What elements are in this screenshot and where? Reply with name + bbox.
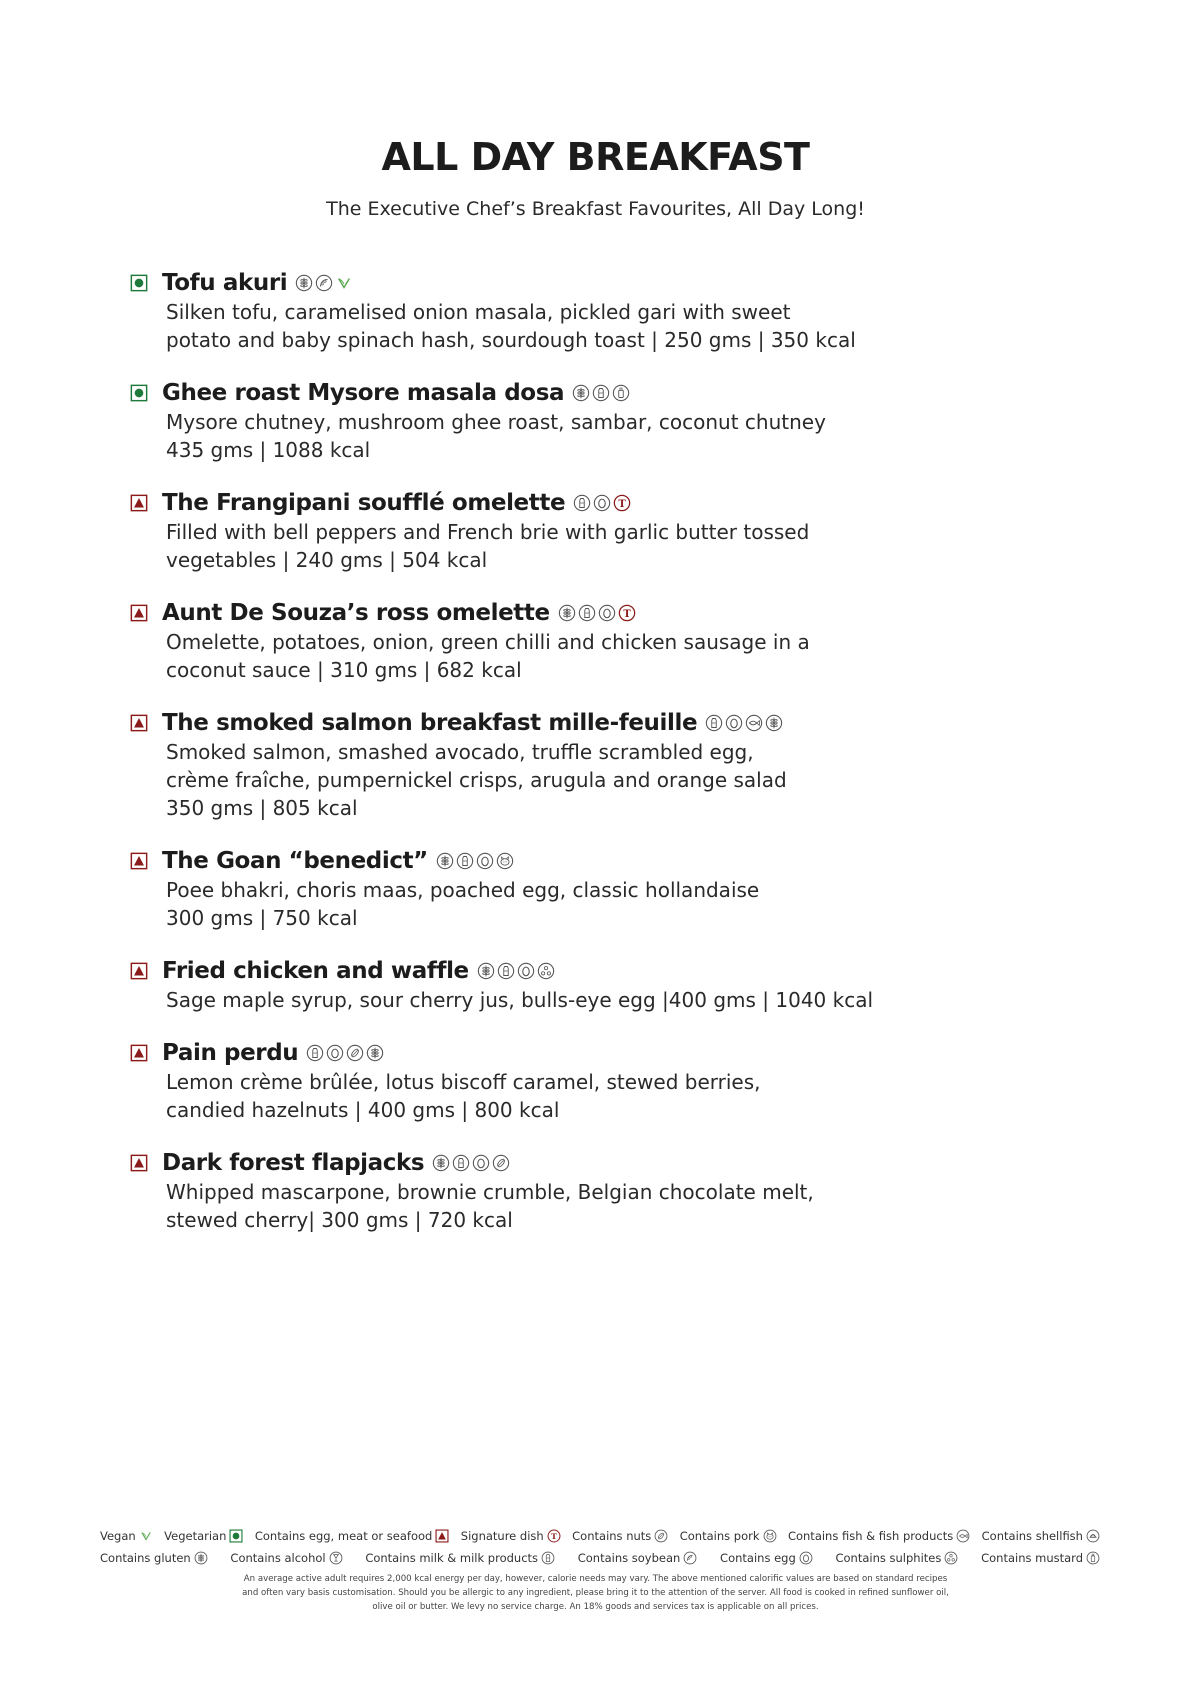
legend-label: Contains nuts <box>572 1529 652 1543</box>
alcohol-icon <box>329 1551 343 1565</box>
gluten-icon <box>558 604 576 622</box>
menu-item-description <box>166 518 1030 574</box>
nonveg-marker-icon <box>130 1044 148 1062</box>
menu-item <box>130 268 1030 354</box>
legend-label: Vegan <box>100 1529 136 1543</box>
description-line: potato and baby spinach hash, sourdough toast | 250 gms | 350 kcal <box>166 328 856 352</box>
allergen-icons <box>573 494 631 512</box>
menu-item-description <box>166 628 1030 684</box>
menu-item-name: Pain perdu <box>162 1040 299 1066</box>
legend-item <box>164 1529 243 1543</box>
fish-icon <box>745 714 763 732</box>
legend-item <box>230 1551 342 1565</box>
menu-item <box>130 846 1030 932</box>
egg-icon <box>472 1154 490 1172</box>
gluten-icon <box>295 274 313 292</box>
legend-item <box>680 1529 777 1543</box>
allergen-icons <box>432 1154 510 1172</box>
legend-label: Contains fish & fish products <box>787 1529 954 1543</box>
shellfish-icon <box>1086 1529 1100 1543</box>
fish-icon <box>956 1529 970 1543</box>
nonveg-marker-icon <box>130 1154 148 1172</box>
vegan-icon <box>335 274 353 292</box>
mustard-icon <box>1086 1551 1100 1565</box>
legend-label: Contains pork <box>679 1529 760 1543</box>
gluten-icon <box>572 384 590 402</box>
description-line: stewed cherry| 300 gms | 720 kcal <box>166 1208 513 1232</box>
signature-icon <box>613 494 631 512</box>
legend-item <box>255 1529 449 1543</box>
allergen-icons <box>705 714 783 732</box>
description-line: Filled with bell peppers and French brie with garlic butter tossed <box>166 520 810 544</box>
menu-item <box>130 956 1030 1014</box>
allergen-icons <box>436 852 514 870</box>
legend-item <box>100 1551 208 1565</box>
nonveg-marker-icon <box>130 494 148 512</box>
legend-label: Contains soybean <box>577 1551 681 1565</box>
signature-icon <box>547 1529 561 1543</box>
nonveg-marker-icon <box>130 714 148 732</box>
legend-label: Contains shellfish <box>981 1529 1083 1543</box>
egg-icon <box>326 1044 344 1062</box>
menu-item-description <box>166 298 1030 354</box>
nonveg-marker-icon <box>130 604 148 622</box>
menu-item-header <box>130 1148 1030 1178</box>
legend-label: Vegetarian <box>164 1529 227 1543</box>
milk-icon <box>541 1551 555 1565</box>
menu-item-header <box>130 488 1030 518</box>
allergen-icons <box>295 274 353 292</box>
menu-item <box>130 708 1030 822</box>
menu-item-name: Fried chicken and waffle <box>162 958 469 984</box>
legend-item <box>982 1529 1100 1543</box>
description-line: Smoked salmon, smashed avocado, truffle scrambled egg, <box>166 740 754 764</box>
legend-label: Contains mustard <box>981 1551 1083 1565</box>
disclaimer-text: An average active adult requires 2,000 kcal energy per day, however, calorie needs may vary. The above mentioned calorific values are based on standard recipes and often vary basis customisation. Should you be allergic to any ingredient, please bring it to the attention of the server. All food is cooked in refined sunflower oil, olive oil or butter. We levy no service charge. An 18% goods and services tax is applicable on all prices. <box>242 1574 949 1612</box>
legend-label: Signature dish <box>460 1529 544 1543</box>
sulphites-icon <box>944 1551 958 1565</box>
menu-item-description <box>166 986 1030 1014</box>
description-line: Lemon crème brûlée, lotus biscoff caramel, stewed berries, <box>166 1070 761 1094</box>
legend-item <box>461 1529 561 1543</box>
veg-marker-icon <box>229 1529 243 1543</box>
description-line: 350 gms | 805 kcal <box>166 796 358 820</box>
page-subtitle: The Executive Chef’s Breakfast Favourites, All Day Long! <box>326 198 865 220</box>
menu-item-name: Tofu akuri <box>162 270 288 296</box>
description-line: Poee bhakri, choris maas, poached egg, classic hollandaise <box>166 878 760 902</box>
menu-item-header <box>130 268 1030 298</box>
svg-text:T: T <box>550 1531 557 1541</box>
pork-icon <box>496 852 514 870</box>
veg-marker-icon <box>130 274 148 292</box>
menu-item-name: The Goan “benedict” <box>162 848 428 874</box>
menu-item-description <box>166 1178 1030 1234</box>
menu-item-name: The Frangipani soufflé omelette <box>162 490 566 516</box>
legend-item <box>720 1551 813 1565</box>
gluten-icon <box>477 962 495 980</box>
legend-item <box>981 1551 1100 1565</box>
description-line: vegetables | 240 gms | 504 kcal <box>166 548 488 572</box>
veg-marker-icon <box>130 384 148 402</box>
legend-item <box>835 1551 958 1565</box>
egg-icon <box>476 852 494 870</box>
menu-item-name: Dark forest flapjacks <box>162 1150 425 1176</box>
description-line: 435 gms | 1088 kcal <box>166 438 371 462</box>
milk-icon <box>705 714 723 732</box>
menu-item <box>130 1038 1030 1124</box>
menu-item <box>130 598 1030 684</box>
signature-icon <box>618 604 636 622</box>
menu-item-header <box>130 708 1030 738</box>
legend-item <box>788 1529 970 1543</box>
soybean-icon <box>315 274 333 292</box>
menu-item-header <box>130 846 1030 876</box>
allergen-icons <box>558 604 636 622</box>
milk-icon <box>452 1154 470 1172</box>
menu-item-header <box>130 1038 1030 1068</box>
menu-item <box>130 488 1030 574</box>
legend-row <box>100 1525 1100 1547</box>
allergen-icons <box>477 962 555 980</box>
menu-item-name: Aunt De Souza’s ross omelette <box>162 600 550 626</box>
milk-icon <box>578 604 596 622</box>
description-line: Mysore chutney, mushroom ghee roast, sambar, coconut chutney <box>166 410 826 434</box>
description-line: coconut sauce | 310 gms | 682 kcal <box>166 658 522 682</box>
menu-item-description <box>166 738 1030 822</box>
description-line: candied hazelnuts | 400 gms | 800 kcal <box>166 1098 560 1122</box>
egg-icon <box>725 714 743 732</box>
menu-item-description <box>166 876 1030 932</box>
nonveg-marker-icon <box>435 1529 449 1543</box>
menu-item-description <box>166 408 1030 464</box>
egg-icon <box>598 604 616 622</box>
legend-label: Contains egg, meat or seafood <box>254 1529 433 1543</box>
vegan-icon <box>139 1529 153 1543</box>
legend-item <box>572 1529 668 1543</box>
milk-icon <box>497 962 515 980</box>
svg-text:T: T <box>623 608 631 620</box>
menu-item <box>130 378 1030 464</box>
milk-icon <box>306 1044 324 1062</box>
pork-icon <box>763 1529 777 1543</box>
description-line: crème fraîche, pumpernickel crisps, arugula and orange salad <box>166 768 787 792</box>
soybean-icon <box>683 1551 697 1565</box>
allergen-icons <box>572 384 630 402</box>
legend-item <box>578 1551 698 1565</box>
menu-item-header <box>130 598 1030 628</box>
legend-label: Contains egg <box>720 1551 796 1565</box>
menu-item-header <box>130 378 1030 408</box>
milk-icon <box>456 852 474 870</box>
legend-item <box>365 1551 555 1565</box>
description-line: Whipped mascarpone, brownie crumble, Belgian chocolate melt, <box>166 1180 814 1204</box>
menu-item-name: The smoked salmon breakfast mille-feuille <box>162 710 698 736</box>
menu-item-name: Ghee roast Mysore masala dosa <box>162 380 565 406</box>
legend-label: Contains milk & milk products <box>365 1551 539 1565</box>
menu-items <box>130 268 1030 1258</box>
legend-label: Contains gluten <box>100 1551 191 1565</box>
nuts-icon <box>654 1529 668 1543</box>
nuts-icon <box>346 1044 364 1062</box>
legend-label: Contains sulphites <box>835 1551 942 1565</box>
sulphites-icon <box>537 962 555 980</box>
page-title: ALL DAY BREAKFAST <box>381 135 810 179</box>
svg-text:T: T <box>618 498 626 510</box>
egg-icon <box>517 962 535 980</box>
menu-item <box>130 1148 1030 1234</box>
description-line: Silken tofu, caramelised onion masala, pickled gari with sweet <box>166 300 791 324</box>
gluten-icon <box>436 852 454 870</box>
menu-item-description <box>166 1068 1030 1124</box>
allergen-icons <box>306 1044 384 1062</box>
egg-icon <box>593 494 611 512</box>
gluten-icon <box>194 1551 208 1565</box>
legend-row <box>100 1547 1100 1569</box>
gluten-icon <box>765 714 783 732</box>
description-line: 300 gms | 750 kcal <box>166 906 358 930</box>
milk-icon <box>573 494 591 512</box>
mustard-icon <box>612 384 630 402</box>
legend-item <box>100 1529 153 1543</box>
milk-icon <box>592 384 610 402</box>
allergen-legend <box>100 1525 1100 1569</box>
description-line: Omelette, potatoes, onion, green chilli and chicken sausage in a <box>166 630 810 654</box>
nonveg-marker-icon <box>130 852 148 870</box>
nonveg-marker-icon <box>130 962 148 980</box>
menu-item-header <box>130 956 1030 986</box>
egg-icon <box>799 1551 813 1565</box>
gluten-icon <box>366 1044 384 1062</box>
description-line: Sage maple syrup, sour cherry jus, bulls-eye egg |400 gms | 1040 kcal <box>166 988 874 1012</box>
gluten-icon <box>432 1154 450 1172</box>
legend-label: Contains alcohol <box>230 1551 326 1565</box>
nuts-icon <box>492 1154 510 1172</box>
